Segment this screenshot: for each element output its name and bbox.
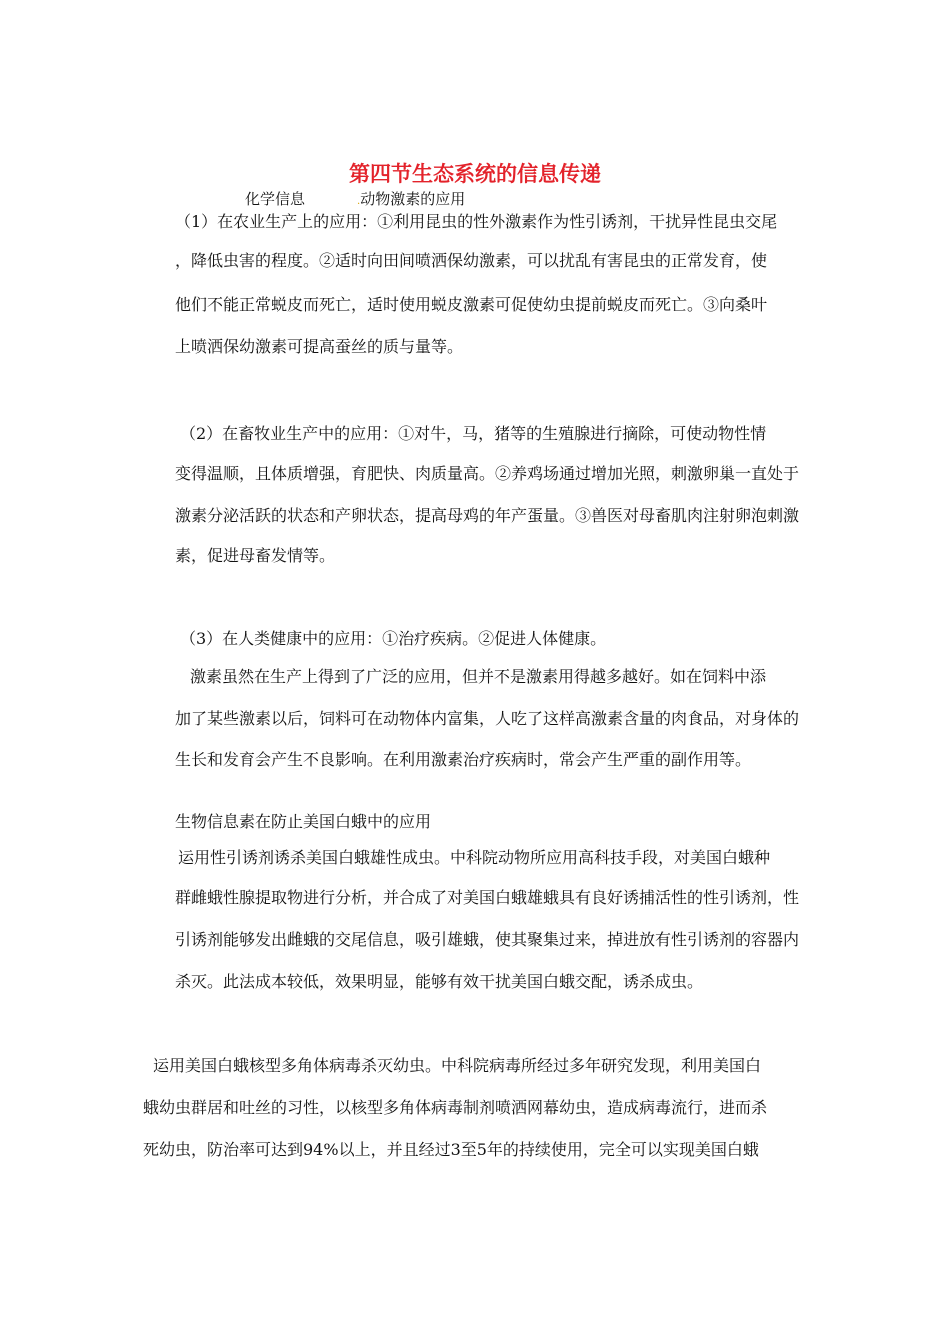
- section-heading: 生物信息素在防止美国白蛾中的应用: [175, 812, 432, 831]
- document-title: 第四节生态系统的信息传递: [349, 162, 601, 186]
- paragraph-line: 杀灭。此法成本较低，效果明显，能够有效干扰美国白蛾交配，诱杀成虫。: [175, 972, 704, 991]
- paragraph-line: （2）在畜牧业生产中的应用：①对牛，马，猪等的生殖腺进行摘除，可使动物性情: [180, 424, 767, 443]
- paragraph-line: 运用美国白蛾核型多角体病毒杀灭幼虫。中科院病毒所经过多年研究发现，利用美国白: [153, 1056, 762, 1075]
- subtitle-left: 化学信息: [245, 190, 306, 208]
- paragraph-line: 变得温顺，且体质增强，育肥快、肉质量高。②养鸡场通过增加光照，刺激卵巢一直处于: [175, 464, 800, 483]
- paragraph-line: 加了某些激素以后，饲料可在动物体内富集，人吃了这样高激素含量的肉食品，对身体的: [175, 709, 800, 728]
- paragraph-line: 蛾幼虫群居和吐丝的习性，以核型多角体病毒制剂喷洒网幕幼虫，造成病毒流行，进而杀: [143, 1098, 768, 1117]
- paragraph-line: （1）在农业生产上的应用：①利用昆虫的性外激素作为性引诱剂，干扰异性昆虫交尾: [175, 212, 778, 231]
- subtitle-right: 动物激素的应用: [360, 190, 466, 208]
- paragraph-line: 他们不能正常蜕皮而死亡，适时使用蜕皮激素可促使幼虫提前蜕皮而死亡。③向桑叶: [175, 295, 768, 314]
- paragraph-line: 素，促进母畜发情等。: [175, 546, 336, 565]
- subtitle: [245, 188, 465, 209]
- paragraph-line: 生长和发育会产生不良影响。在利用激素治疗疾病时，常会产生严重的副作用等。: [175, 750, 752, 769]
- paragraph-line: 激素分泌活跃的状态和产卵状态，提高母鸡的年产蛋量。③兽医对母畜肌肉注射卵泡刺激: [175, 506, 800, 525]
- paragraph-line: 激素虽然在生产上得到了广泛的应用，但并不是激素用得越多越好。如在饲料中添: [190, 667, 767, 686]
- paragraph-line: 死幼虫，防治率可达到94%以上，并且经过3至5年的持续使用，完全可以实现美国白蛾: [143, 1140, 759, 1159]
- paragraph-line: （3）在人类健康中的应用：①治疗疾病。②促进人体健康。: [180, 629, 607, 648]
- paragraph-line: 群雌蛾性腺提取物进行分析，并合成了对美国白蛾雄蛾具有良好诱捕活性的性引诱剂，性: [175, 888, 800, 907]
- paragraph-line: 引诱剂能够发出雌蛾的交尾信息，吸引雄蛾，使其聚集过来，掉进放有性引诱剂的容器内: [175, 930, 800, 949]
- paragraph-line: ，降低虫害的程度。②适时向田间喷洒保幼激素，可以扰乱有害昆虫的正常发育，使: [175, 251, 768, 270]
- paragraph-line: 上喷洒保幼激素可提高蚕丝的质与量等。: [175, 337, 464, 356]
- paragraph-line: 运用性引诱剂诱杀美国白蛾雄性成虫。中科院动物所应用高科技手段，对美国白蛾种: [178, 848, 771, 867]
- mark-dot: .: [357, 196, 361, 207]
